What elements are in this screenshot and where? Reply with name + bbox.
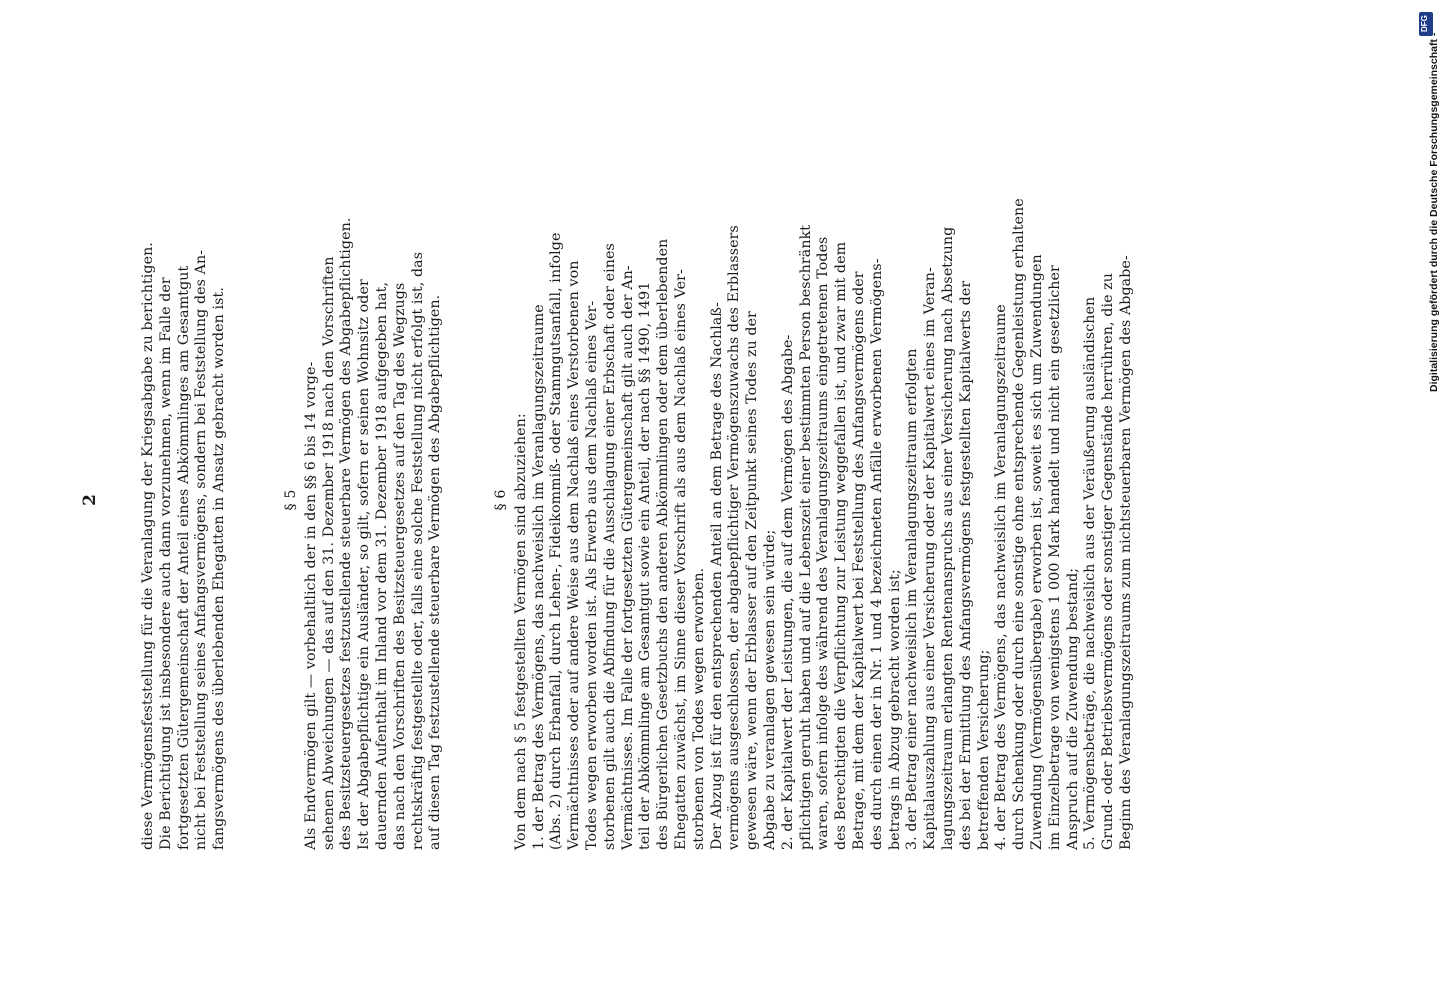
text-line: waren, sofern infolge des während des Veranlagungszeitraums eingetretenen Todes bbox=[815, 236, 832, 850]
section-5-heading: § 5 bbox=[283, 489, 299, 511]
text-line: des Berechtigten die Verpflichtung zur Leistung weggefallen ist, und zwar mit dem bbox=[833, 241, 850, 850]
text-line: 3. der Betrag einer nachweislich im Veranlagungszeitraum erfolgten bbox=[904, 348, 921, 850]
text-line: Ehegatten zuwächst, im Sinne dieser Vorschrift als aus dem Nachlaß eines Ver- bbox=[672, 269, 689, 850]
text-line: (Abs. 2) durch Erbanfall, durch Lehen-, Fideikommiß- oder Stammgutsanfall, infolge bbox=[548, 232, 565, 850]
text-line: Vermächtnisses oder auf andere Weise aus dem Nachlaß eines Verstorbenen von bbox=[566, 260, 583, 850]
text-line: storbenen gilt auch die Abfindung für die Ausschlagung einer Erbschaft oder eines bbox=[601, 243, 618, 850]
text-line: betreffenden Versicherung; bbox=[975, 649, 992, 850]
text-line: auf diesen Tag festzustellende steuerbare Vermögen des Abgabepflichtigen. bbox=[427, 294, 444, 850]
text-line: vermögens ausgeschlossen, der abgabepflichtiger Vermögenszuwachs des Erblassers bbox=[726, 225, 743, 850]
text-line: des bei der Ermittlung des Anfangsvermögens festgestellten Kapitalwerts der bbox=[957, 280, 974, 850]
text-line: Todes wegen erworben worden ist. Als Erwerb aus dem Nachlaß eines Ver- bbox=[583, 300, 600, 850]
page-number: 2 bbox=[80, 494, 100, 506]
text-line: Kapitalauszahlung aus einer Versicherung oder der Kapitalwert eines im Veran- bbox=[922, 267, 939, 850]
text-line: Zuwendung (Vermögensübergabe) erworben ist, soweit es sich um Zuwendungen bbox=[1028, 254, 1045, 850]
section-5-body bbox=[303, 150, 445, 850]
section-6-heading: § 6 bbox=[493, 489, 509, 511]
text-line: Ist der Abgabepflichtige ein Ausländer, so gilt, sofern er seinen Wohnsitz oder bbox=[356, 279, 373, 850]
text-line: fangsvermögens des überlebenden Ehegatten in Ansatz gebracht worden ist. bbox=[211, 287, 228, 850]
text-line: Betrage, mit dem der Kapitalwert bei Feststellung des Anfangsvermögens oder bbox=[850, 271, 867, 850]
text-line: 4. der Betrag des Vermögens, das nachweislich im Veranlagungszeitraume bbox=[993, 304, 1010, 850]
text-line: pflichtigen geruht haben und auf die Lebenszeit einer bestimmten Person beschränkt bbox=[797, 224, 814, 850]
text-line: Abgabe zu veranlagen gewesen sein würde; bbox=[761, 529, 778, 850]
section-5 bbox=[275, 150, 445, 850]
text-line: 2. der Kapitalwert der Leistungen, die auf dem Vermögen des Abgabe- bbox=[779, 334, 796, 850]
text-line: im Einzelbetrage von wenigstens 1 000 Mark handelt und nicht ein gesetzlicher bbox=[1046, 265, 1063, 850]
rotated-text-area bbox=[80, 150, 1250, 850]
text-line: sehenen Abweichungen — das auf den 31. Dezember 1918 nach den Vorschriften bbox=[320, 256, 337, 850]
text-line: betrags in Abzug gebracht worden ist; bbox=[886, 569, 903, 850]
text-line: des durch einen der in Nr. 1 und 4 bezeichneten Anfälle erworbenen Vermögens- bbox=[868, 258, 885, 850]
text-line: Grund- oder Betriebsvermögens oder sonstiger Gegenstände herrühren, die zu bbox=[1100, 273, 1117, 850]
text-line: des Bürgerlichen Gesetzbuchs den anderen Abkömmlingen oder dem überlebenden bbox=[655, 238, 672, 850]
text-line: fortgesetzten Gütergemeinschaft der Anteil eines Abkömmlinges am Gesamtgut bbox=[175, 265, 192, 850]
text-line: Der Abzug ist für den entsprechenden Anteil an dem Betrage des Nachlaß- bbox=[708, 302, 725, 850]
text-line: Beginn des Veranlagungszeitraums zum nichtsteuerbaren Vermögen des Abgabe- bbox=[1117, 255, 1134, 850]
text-line: Als Endvermögen gilt — vorbehaltlich der in den §§ 6 bis 14 vorge- bbox=[302, 361, 319, 850]
text-line: 5. Vermögensbeträge, die nachweislich aus der Veräußerung ausländischen bbox=[1082, 296, 1099, 850]
text-line: Von dem nach § 5 festgestellten Vermögen sind abzuziehen: bbox=[512, 413, 529, 850]
section-6 bbox=[485, 150, 1136, 850]
text-line: 1. der Betrag des Vermögens, das nachweislich im Veranlagungszeitraume bbox=[530, 304, 547, 850]
digitization-credit: Digitalisierung gefördert durch die Deutsche Forschungsgemeinschaft - bbox=[1428, 32, 1440, 392]
dfg-badge-label: DFG bbox=[1420, 15, 1429, 32]
text-line: Anspruch auf die Zuwendung bestand; bbox=[1064, 567, 1081, 850]
text-line: Die Berichtigung ist insbesondere auch dann vorzunehmen, wenn im Falle der bbox=[157, 277, 174, 850]
text-line: durch Schenkung oder durch eine sonstige ohne entsprechende Gegenleistung erhaltene bbox=[1011, 198, 1028, 850]
text-line: teil der Abkömmlinge am Gesamtgut sowie ein Anteil, der nach §§ 1490, 1491 bbox=[637, 281, 654, 850]
text-line: storbenen von Todes wegen erworben. bbox=[690, 567, 707, 850]
text-line: rechtskräftig festgestellte oder, falls eine solche Feststellung nicht erfolgt ist, das bbox=[409, 251, 426, 850]
text-line: lagungszeitraum erlangten Rentenanspruchs aus einer Versicherung nach Absetzung bbox=[939, 226, 956, 850]
text-line: des Besitzsteuergesetzes festzustellende steuerbare Vermögen des Abgabepflichtigen. bbox=[338, 217, 355, 850]
text-line: nicht bei Feststellung seines Anfangsvermögens, sondern bei Feststellung des An- bbox=[193, 249, 210, 850]
text-block-continuation bbox=[140, 150, 229, 850]
section-6-body bbox=[513, 150, 1136, 850]
text-line: diese Vermögensfeststellung für die Veranlagung der Kriegsabgabe zu berichtigen. bbox=[140, 242, 156, 850]
text-line: Vermächtnisses. Im Falle der fortgesetzten Gütergemeinschaft gilt auch der An- bbox=[619, 265, 636, 850]
text-line: gewesen wäre, wenn der Erblasser auf den Zeitpunkt seines Todes zu der bbox=[744, 311, 761, 850]
text-line: das nach den Vorschriften des Besitzsteuergesetzes auf den Tag des Wegzugs bbox=[391, 282, 408, 850]
text-line: dauernden Aufenthalt im Inland vor dem 31. Dezember 1918 aufgegeben hat, bbox=[373, 281, 390, 850]
